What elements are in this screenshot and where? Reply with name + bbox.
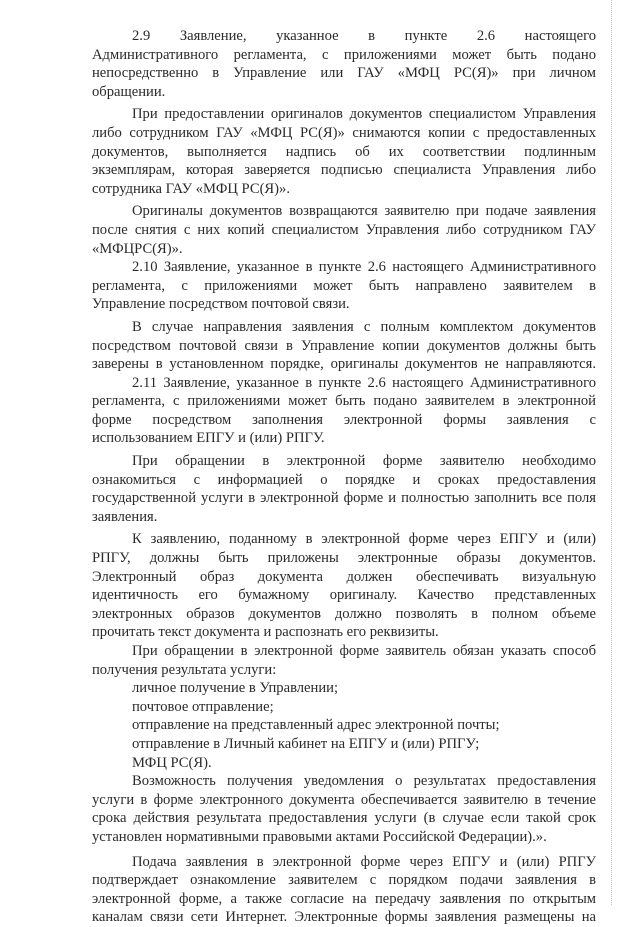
paragraph-p-submit — [92, 853, 596, 927]
text-line: либо сотрудником ГАУ «МФЦ РС(Я)» снимаются копии с предоставленных — [92, 124, 596, 141]
text-line: РПГУ, должны быть приложены электронные образы документов. — [92, 550, 596, 567]
text-line: 2.11 Заявление, указанное в пункте 2.6 настоящего Административного — [132, 374, 596, 391]
text-line: сотрудника ГАУ «МФЦ РС(Я)». — [92, 180, 290, 197]
text-line: государственной услуги в электронной форме и полностью заполнить все поля — [92, 490, 596, 507]
text-line: каналам связи сети Интернет. Электронные формы заявления размещены на — [92, 909, 596, 926]
text-line: Оригиналы документов возвращаются заявителю при подаче заявления — [132, 203, 596, 220]
list-item: почтовое отправление; — [132, 698, 274, 715]
text-line: Возможность получения уведомления о результатах предоставления — [132, 773, 596, 790]
list-item: личное получение в Управлении; — [132, 680, 339, 697]
text-line: «МФЦРС(Я)». — [92, 240, 183, 257]
text-line: При обращении в электронной форме заявитель обязан указать способ — [132, 643, 596, 659]
text-line: электронной форме, а также согласие на передачу заявления по открытым — [92, 890, 596, 907]
text-line: документов, выполняется надпись об их соответствии подлинным — [92, 143, 596, 160]
text-line: идентичность его бумажному оригиналу. Качество представленных — [92, 587, 596, 604]
text-line: Подача заявления в электронной форме через ЕПГУ и (или) РПГУ — [132, 853, 596, 870]
text-line: получения результата услуги: — [92, 661, 277, 678]
paragraph-p29 — [92, 27, 596, 101]
text-line: после снятия с них копий специалистом Управления либо сотрудником ГАУ — [92, 221, 596, 238]
text-line: прочитать текст документа и распознать его реквизиты. — [92, 624, 439, 641]
text-line: обращении. — [92, 83, 166, 100]
paragraph-p-copies — [92, 105, 596, 198]
text-line: форме посредством заполнения электронной формы заявления с — [92, 411, 596, 428]
text-line: заявления. — [92, 508, 158, 525]
text-line: При обращении в электронной форме заявителю необходимо — [132, 453, 596, 470]
scan-edge-line — [611, 0, 612, 905]
paragraph-p-notice — [92, 772, 596, 846]
text-line: В случае направления заявления с полным комплектом документов — [132, 318, 596, 335]
text-line: регламента, с приложениями может быть подано заявителем в электронной — [92, 393, 596, 410]
paragraph-p-originals — [92, 202, 596, 258]
delivery-options-list — [92, 679, 596, 772]
text-line: регламента, с приложениями может быть направлено заявителем в — [92, 277, 596, 294]
text-line: срока действия результата предоставления услуги (в случае если такой срок — [92, 810, 596, 827]
text-line: экземплярам, которая заверяется подписью специалиста Управления либо — [92, 162, 596, 179]
paragraph-p211 — [92, 374, 596, 448]
text-line: Управление посредством почтовой связи. — [92, 296, 350, 313]
paragraph-p-electronic — [92, 452, 596, 526]
text-line: использованием ЕПГУ и (или) РПГУ. — [92, 430, 325, 447]
text-line: К заявлению, поданному в электронной форме через ЕПГУ и (или) — [132, 531, 596, 548]
paragraph-p-method — [92, 642, 596, 679]
text-line: 2.9 Заявление, указанное в пункте 2.6 настоящего — [132, 28, 596, 44]
text-line: подтверждает ознакомление заявителем с порядком подачи заявления в — [92, 872, 596, 889]
text-line: услуги в форме электронного документа обеспечивается заявителю в течение — [92, 791, 596, 808]
paragraph-p210 — [92, 258, 596, 314]
document-body — [92, 27, 596, 927]
text-line: Административного регламента, с приложениями может быть подано — [92, 46, 596, 63]
text-line: посредством почтовой связи в Управление копии документов должны быть — [92, 337, 596, 354]
text-line: заверены в установленном порядке, оригиналы документов не направляются. — [92, 356, 596, 373]
text-line: ознакомиться с информацией о порядке и сроках предоставления — [92, 471, 596, 488]
text-line: При предоставлении оригиналов документов специалистом Управления — [132, 106, 596, 123]
paragraph-p-mail — [92, 318, 596, 374]
text-line: Электронный образ документа должен обеспечивать визуальную — [92, 568, 596, 585]
list-item: отправление на представленный адрес электронной почты; — [132, 717, 500, 734]
text-line: 2.10 Заявление, указанное в пункте 2.6 настоящего Административного — [132, 259, 596, 276]
list-item: МФЦ РС(Я). — [132, 754, 212, 771]
text-line: непосредственно в Управление или ГАУ «МФЦ РС(Я)» при личном — [92, 65, 596, 82]
list-item: отправление в Личный кабинет на ЕПГУ и (или) РПГУ; — [132, 735, 480, 752]
text-line: электронных образов документов должно позволять в полном объеме — [92, 605, 596, 622]
paragraph-p-attach — [92, 530, 596, 642]
text-line: установлен нормативными правовыми актами Российской Федерации).». — [92, 828, 547, 845]
